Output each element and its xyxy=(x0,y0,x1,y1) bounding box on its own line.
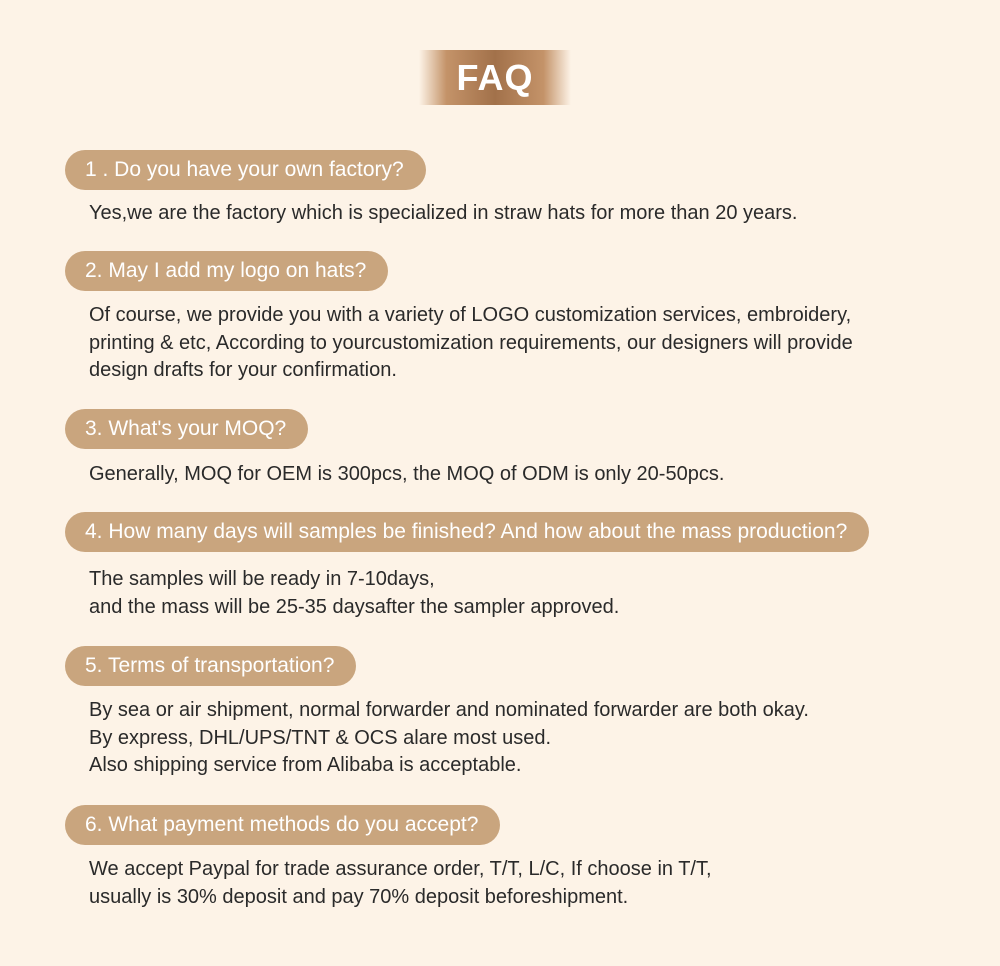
answer-line: Of course, we provide you with a variety of LOGO customization services, embroidery, xyxy=(89,304,852,326)
faq-answer-5 xyxy=(89,697,969,780)
faq-question-6: 6. What payment methods do you accept? xyxy=(65,805,500,845)
faq-answer-2 xyxy=(89,302,969,385)
answer-line: By express, DHL/UPS/TNT & OCS alare most used. xyxy=(89,726,552,749)
faq-question-2: 2. May I add my logo on hats? xyxy=(65,251,388,291)
answer-line: We accept Paypal for trade assurance order, T/T, L/C, If choose in T/T, xyxy=(89,858,712,880)
answer-line: Generally, MOQ for OEM is 300pcs, the MOQ of ODM is only 20-50pcs. xyxy=(89,463,725,485)
faq-question-1: 1 . Do you have your own factory? xyxy=(65,150,426,190)
faq-answer-3 xyxy=(89,461,969,489)
answer-line: and the mass will be 25-35 daysafter the sampler approved. xyxy=(89,595,620,618)
answer-line: printing & etc, According to yourcustomization requirements, our designers will provide xyxy=(89,331,853,354)
answer-line: usually is 30% deposit and pay 70% deposit beforeshipment. xyxy=(89,885,629,908)
answer-line: The samples will be ready in 7-10days, xyxy=(89,568,435,590)
faq-question-3: 3. What's your MOQ? xyxy=(65,409,308,449)
faq-answer-1 xyxy=(89,200,969,228)
faq-title-banner xyxy=(419,50,571,105)
answer-line: Yes,we are the factory which is specialized in straw hats for more than 20 years. xyxy=(89,202,798,224)
faq-question-4: 4. How many days will samples be finished? And how about the mass production? xyxy=(65,512,869,552)
faq-answer-6 xyxy=(89,856,969,911)
faq-answer-4 xyxy=(89,566,969,621)
page-title: FAQ xyxy=(456,56,534,98)
faq-question-5: 5. Terms of transportation? xyxy=(65,646,356,686)
answer-line: design drafts for your confirmation. xyxy=(89,359,397,381)
answer-line: By sea or air shipment, normal forwarder and nominated forwarder are both okay. xyxy=(89,699,809,721)
answer-line: Also shipping service from Alibaba is acceptable. xyxy=(89,754,522,776)
